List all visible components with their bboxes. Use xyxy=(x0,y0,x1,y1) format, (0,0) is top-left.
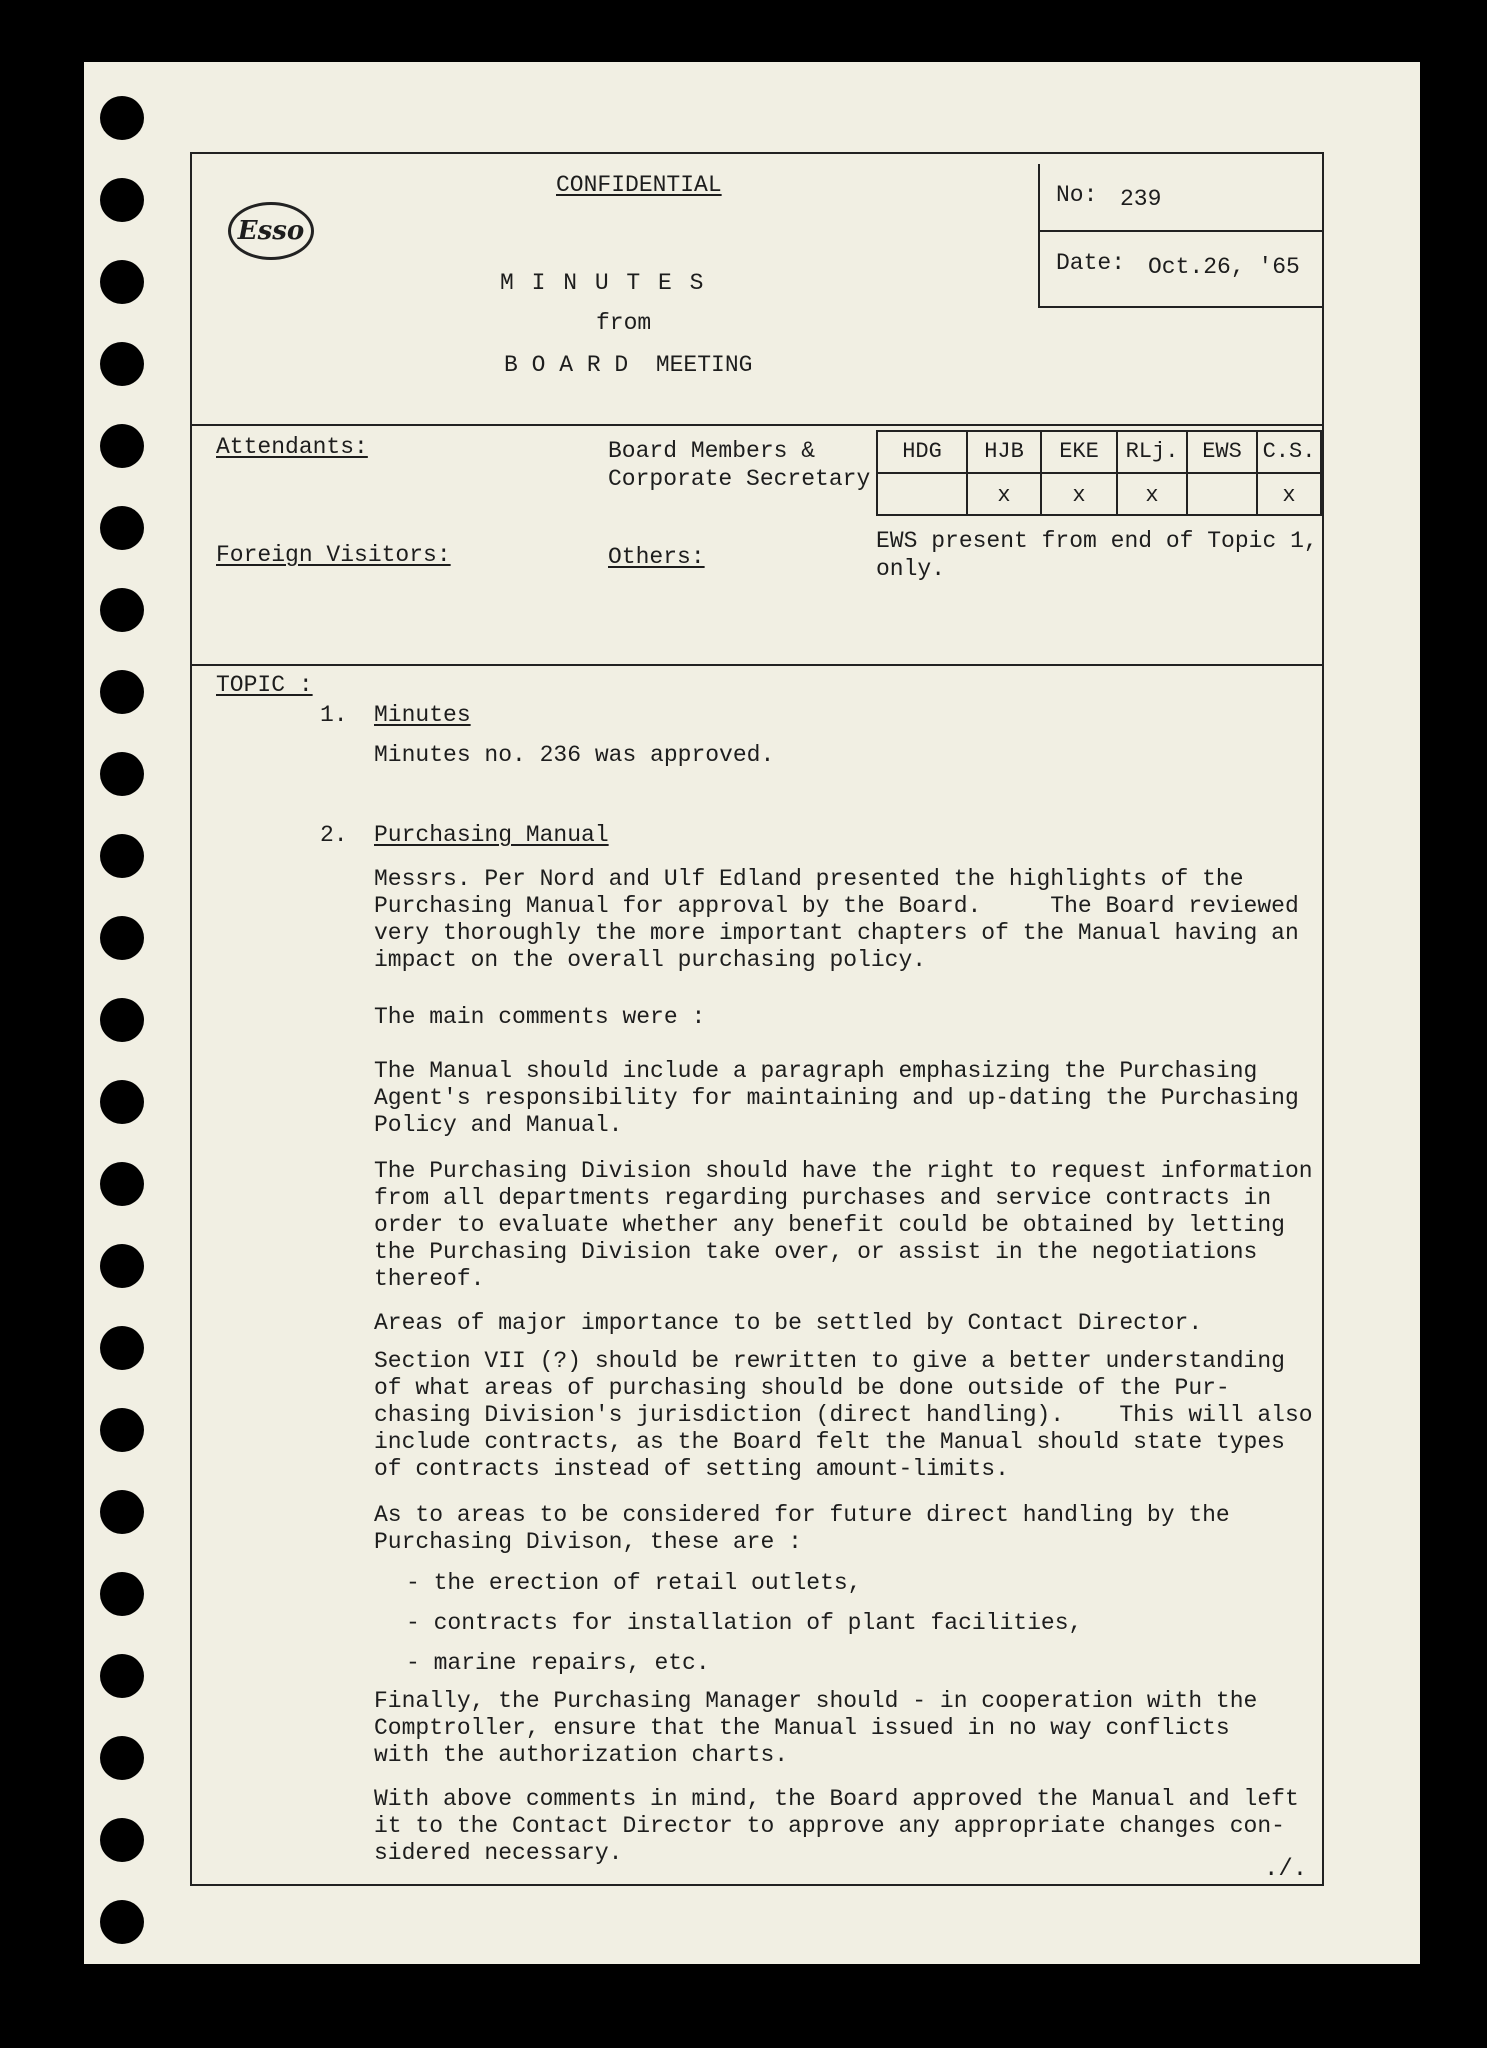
topic-label xyxy=(216,672,313,698)
attendance-mark: x xyxy=(1282,483,1296,508)
paragraph-presentation: Messrs. Per Nord and Ulf Edland presented the highlights of the Purchasing Manual for approval by the Board. The Board reviewed very thoroughly the more important chapters of the Manual having an impact on the overall purchasing policy. xyxy=(374,866,1299,973)
title-minutes: M I N U T E S xyxy=(500,270,706,296)
corporate-secretary-label: Corporate Secretary xyxy=(608,466,871,492)
paragraph-manual-responsibility: The Manual should include a paragraph emphasizing the Purchasing Agent's responsibility for maintaining and up-dating the Purchasing Policy and Manual. xyxy=(374,1058,1299,1138)
bullet-marine-repairs: - marine repairs, etc. xyxy=(406,1650,710,1676)
topic-1-text: Minutes no. 236 was approved. xyxy=(374,742,775,768)
column-header-eke: EKE xyxy=(1059,439,1099,464)
paragraph-areas-importance: Areas of major importance to be settled by Contact Director. xyxy=(374,1310,1203,1336)
binder-hole xyxy=(100,1408,144,1452)
paragraph-main-comments: The main comments were : xyxy=(374,1004,706,1030)
binder-hole xyxy=(100,178,144,222)
date-label: Date: xyxy=(1056,250,1126,276)
topic-1-title: Minutes xyxy=(374,702,471,728)
binder-hole xyxy=(100,1162,144,1206)
binder-hole xyxy=(100,1736,144,1780)
foreign-visitors-label: Foreign Visitors: xyxy=(216,542,451,568)
bullet-retail-outlets: - the erection of retail outlets, xyxy=(406,1570,862,1596)
title-from: from xyxy=(596,310,652,336)
number-box-bottom xyxy=(1038,306,1322,308)
column-header-rlj: RLj. xyxy=(1125,439,1179,464)
topic-2-number: 2. xyxy=(320,822,348,848)
paragraph-purchasing-manager: Finally, the Purchasing Manager should - in cooperation with the Comptroller, ensure that the Manual issued in no way conflicts with the authorization charts. xyxy=(374,1688,1258,1768)
binder-hole xyxy=(100,96,144,140)
title-board-meeting: B O A R D MEETING xyxy=(504,352,753,378)
paragraph-section-vii: Section VII (?) should be rewritten to give a better understanding of what areas of purchasing should be done outside of the Pur- chasing Division's jurisdiction (direct handling). This will also include contracts, as the Board felt the Manual should state types of contracts instead of setting amount-limits. xyxy=(374,1348,1313,1482)
logo-text: Esso xyxy=(237,216,305,246)
section-divider xyxy=(190,664,1322,666)
attendance-note-line1: EWS present from end of Topic 1, xyxy=(876,528,1318,554)
topic-1-number: 1. xyxy=(320,702,348,728)
attendance-mark: x xyxy=(997,483,1011,508)
paragraph-purchasing-division-rights: The Purchasing Division should have the right to request information from all departments regarding purchases and service contracts in order to evaluate whether any benefit could be obtained by letting the Purchasing Division take over, or assist in the negotiations thereof. xyxy=(374,1158,1313,1292)
board-members-label: Board Members & xyxy=(608,438,816,464)
binder-hole xyxy=(100,588,144,632)
binder-hole xyxy=(100,752,144,796)
topic-label-text: TOPIC : xyxy=(216,672,313,698)
binder-hole xyxy=(100,1326,144,1370)
binder-hole xyxy=(100,424,144,468)
number-value: 239 xyxy=(1120,186,1162,212)
number-box-divider xyxy=(1038,230,1322,232)
paragraph-direct-handling: As to areas to be considered for future direct handling by the Purchasing Divison, these are : xyxy=(374,1502,1230,1555)
document-page xyxy=(84,62,1420,1964)
binder-hole xyxy=(100,260,144,304)
section-divider xyxy=(190,424,1322,426)
grid-middle xyxy=(876,472,1322,474)
attendance-mark: x xyxy=(1072,483,1086,508)
paragraph-approval: With above comments in mind, the Board approved the Manual and left it to the Contact Director to approve any appropriate changes con- sidered necessary. xyxy=(374,1786,1299,1866)
binder-hole xyxy=(100,834,144,878)
binder-hole xyxy=(100,1900,144,1944)
bullet-plant-facilities: - contracts for installation of plant facilities, xyxy=(406,1610,1083,1636)
column-header-hdg: HDG xyxy=(902,439,942,464)
binder-hole xyxy=(100,342,144,386)
binder-hole xyxy=(100,1818,144,1862)
column-header-ews: EWS xyxy=(1202,439,1242,464)
binder-hole xyxy=(100,1080,144,1124)
binder-hole xyxy=(100,506,144,550)
binder-hole xyxy=(100,1490,144,1534)
binder-hole xyxy=(100,916,144,960)
binder-hole xyxy=(100,670,144,714)
binder-hole xyxy=(100,998,144,1042)
number-box-border xyxy=(1038,164,1040,308)
continued-marker: ./. xyxy=(1264,1856,1308,1883)
esso-logo xyxy=(228,202,314,260)
binder-hole xyxy=(100,1244,144,1288)
column-header-cs: C.S. xyxy=(1262,439,1316,464)
others-label: Others: xyxy=(608,544,705,570)
confidential-label: CONFIDENTIAL xyxy=(556,172,722,198)
number-label: No: xyxy=(1056,182,1098,208)
attendants-label: Attendants: xyxy=(216,434,368,460)
attendance-note-line2: only. xyxy=(876,556,946,582)
attendance-mark: x xyxy=(1145,483,1159,508)
binder-hole xyxy=(100,1572,144,1616)
binder-hole xyxy=(100,1654,144,1698)
date-value: Oct.26, '65 xyxy=(1148,254,1300,280)
column-header-hjb: HJB xyxy=(984,439,1024,464)
topic-2-title: Purchasing Manual xyxy=(374,822,609,848)
